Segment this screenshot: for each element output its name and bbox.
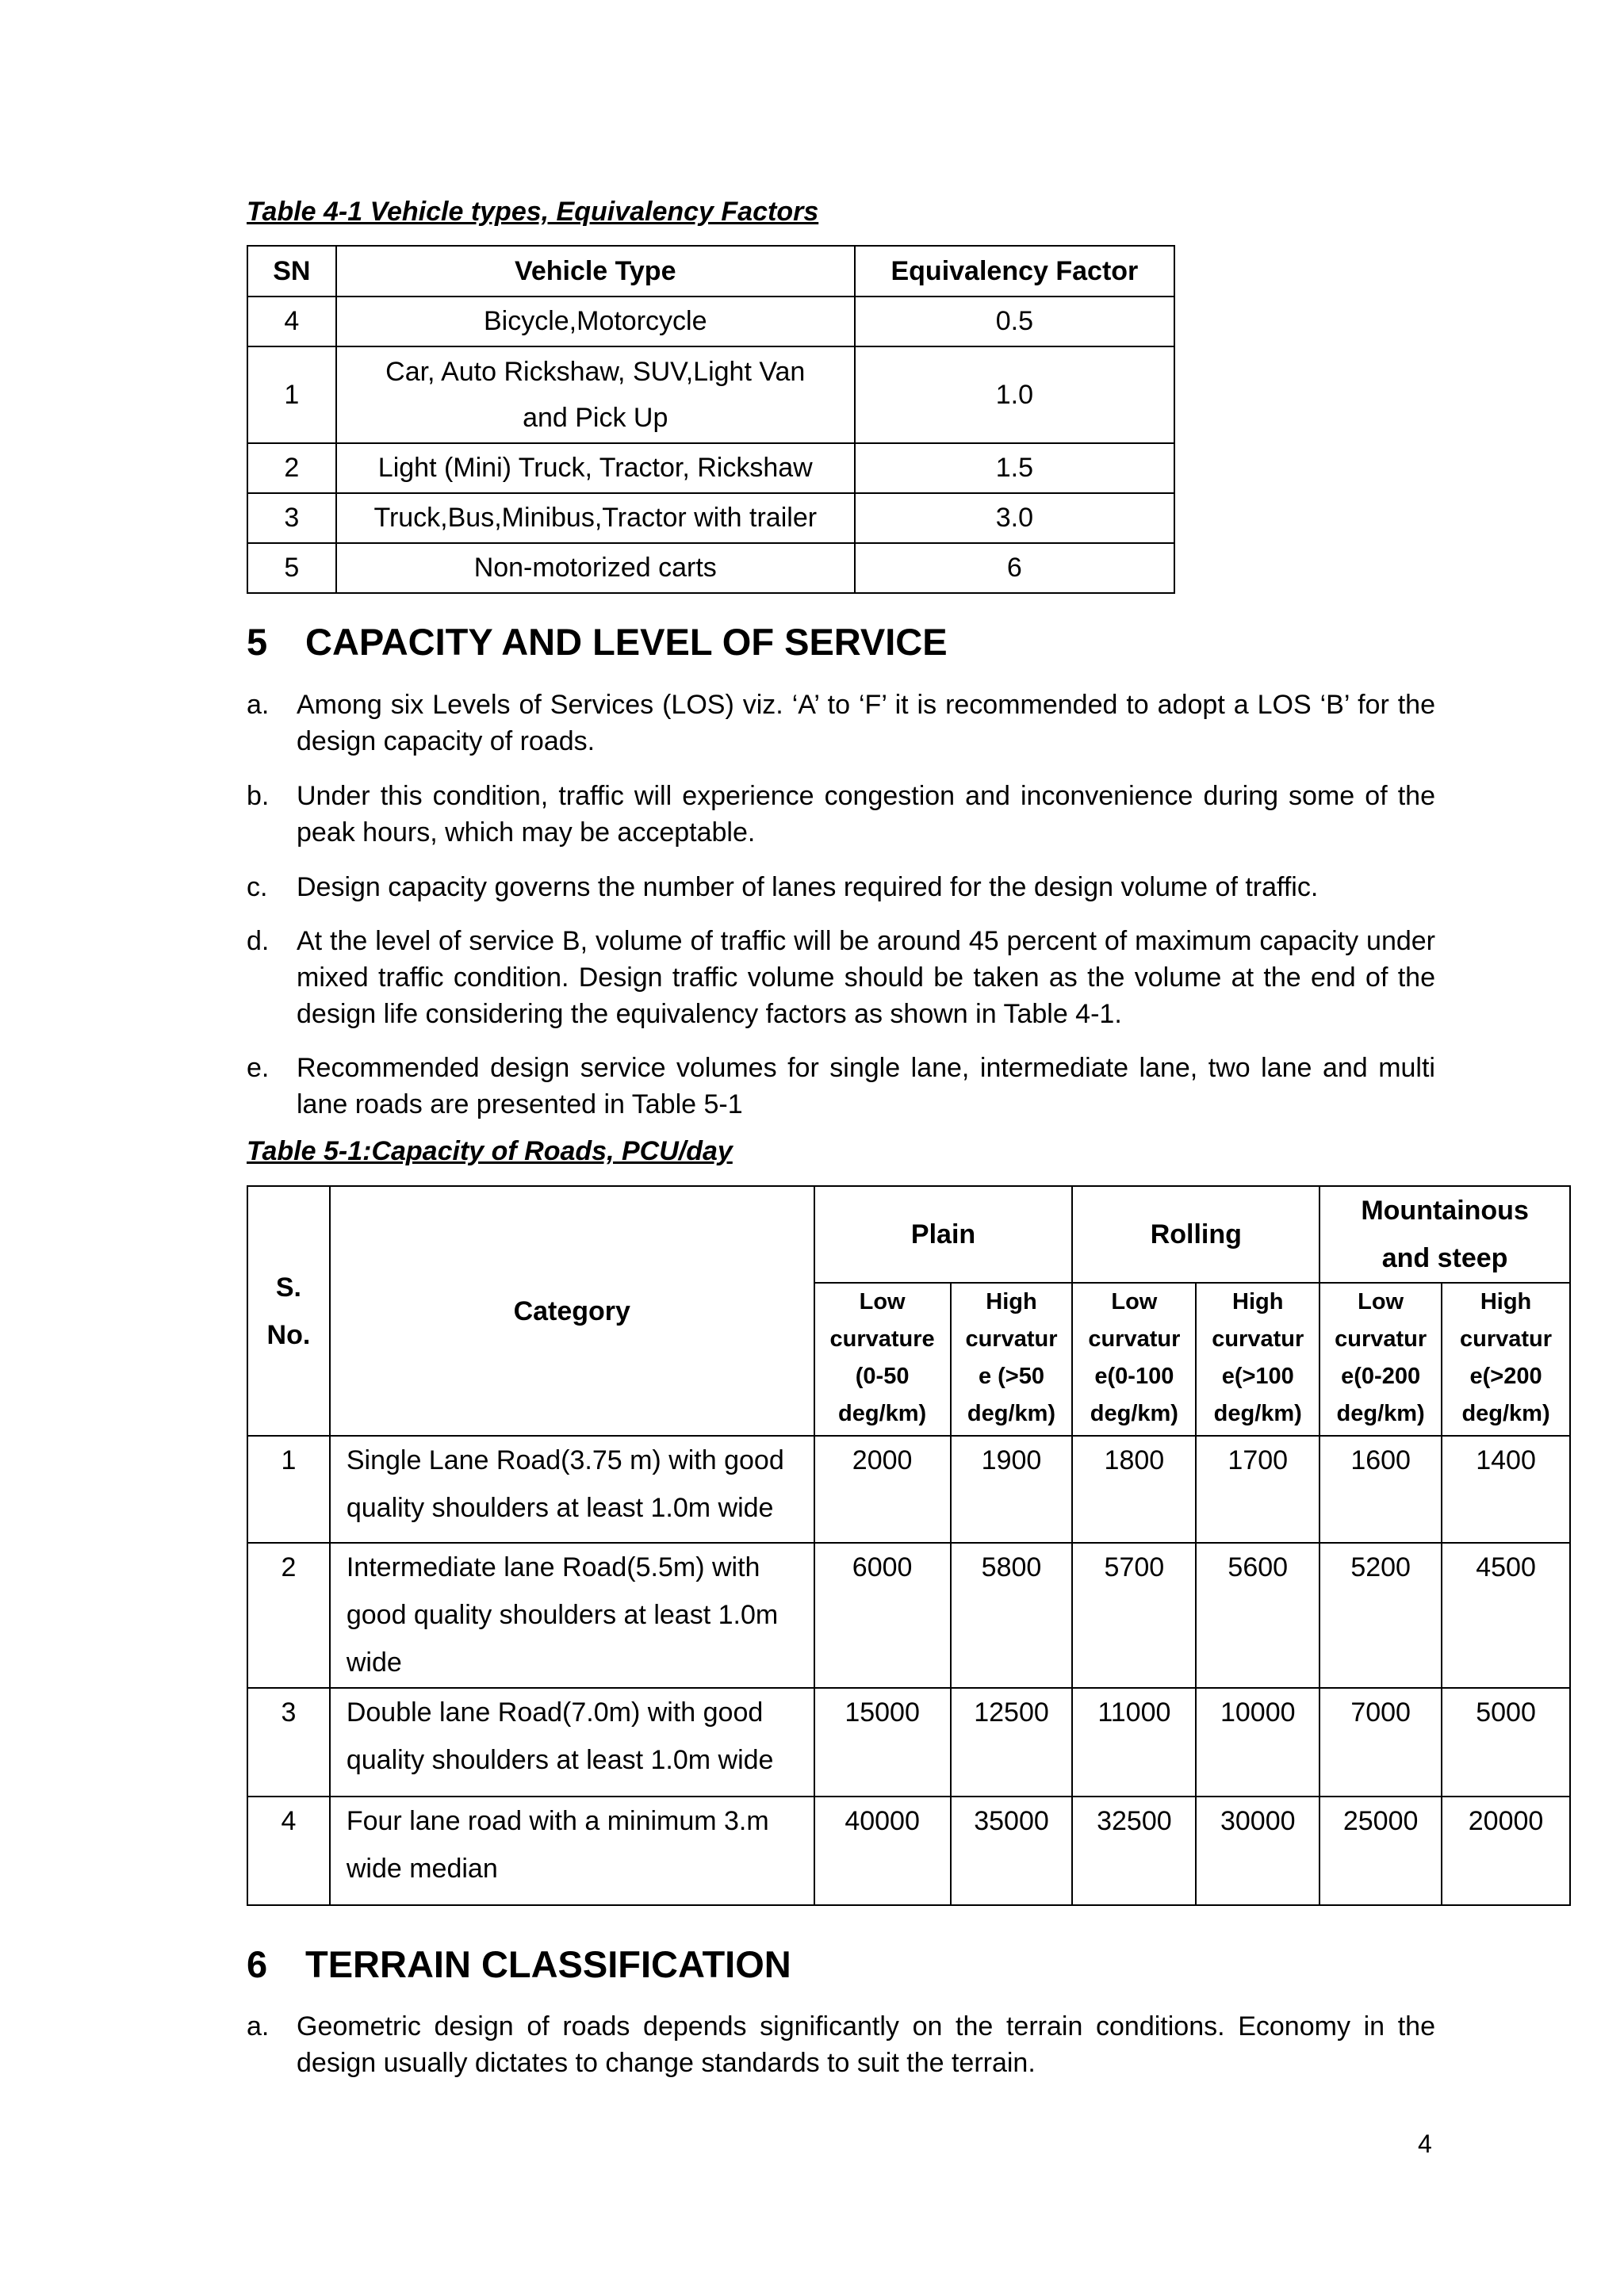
table41-caption: Table 4-1 Vehicle types, Equivalency Factors: [247, 197, 819, 227]
section5-title: CAPACITY AND LEVEL OF SERVICE: [305, 621, 948, 663]
cell-value: 32500: [1072, 1797, 1196, 1905]
list-item-label: e.: [247, 1053, 270, 1083]
cell-value: 5800: [951, 1543, 1073, 1688]
column-header-rolling-low: [1072, 1283, 1196, 1436]
header-line: e(>200: [1469, 1364, 1542, 1389]
list-item-label: d.: [247, 926, 270, 956]
column-header-vehicle-type: Vehicle Type: [336, 246, 855, 297]
cell-value: 5600: [1196, 1543, 1320, 1688]
cell-category-line: quality shoulders at least 1.0m wide: [346, 1493, 774, 1523]
header-line: e(0-200: [1341, 1364, 1421, 1389]
vehicle-types-table: [247, 245, 1175, 594]
header-line: e(>100: [1221, 1364, 1294, 1389]
header-line: deg/km): [838, 1401, 927, 1426]
table-row: [247, 1688, 1570, 1797]
cell-value: 40000: [814, 1797, 951, 1905]
section6-title: TERRAIN CLASSIFICATION: [305, 1943, 791, 1985]
cell-vehicle-type-line: Car, Auto Rickshaw, SUV,Light Van: [385, 357, 806, 387]
cell-sno: 2: [247, 1543, 330, 1688]
table-row: [247, 297, 1174, 346]
header-line: e(0-100: [1094, 1364, 1174, 1389]
cell-value: 20000: [1442, 1797, 1570, 1905]
cell-value: 1900: [951, 1436, 1073, 1543]
table-header-row: [247, 1186, 1570, 1283]
table51-caption: Table 5-1:Capacity of Roads, PCU/day: [247, 1136, 733, 1166]
section5-heading: [247, 620, 948, 664]
cell-value: 1400: [1442, 1436, 1570, 1543]
list-item-label: c.: [247, 872, 268, 902]
header-line: curvature: [829, 1326, 935, 1352]
header-line: Low: [1111, 1289, 1158, 1314]
list-item-label: b.: [247, 781, 270, 811]
cell-sn: 1: [247, 346, 336, 443]
cell-category: [330, 1543, 814, 1688]
cell-vehicle-type: [336, 346, 855, 443]
cell-category: [330, 1436, 814, 1543]
cell-category-line: Single Lane Road(3.75 m) with good: [346, 1445, 784, 1475]
header-line: curvatur: [1088, 1326, 1181, 1352]
cell-vehicle-type: Truck,Bus,Minibus,Tractor with trailer: [336, 493, 855, 543]
section6-number: 6: [247, 1943, 268, 1985]
cell-category: [330, 1688, 814, 1797]
road-capacity-table: [247, 1185, 1571, 1906]
header-line: High: [1480, 1289, 1532, 1314]
cell-category-line: good quality shoulders at least 1.0m: [346, 1600, 779, 1630]
list-item-text: Among six Levels of Services (LOS) viz. ‘A’ to ‘F’ it is recommended to adopt a LOS ‘B’ for the design capacity of roads.: [297, 690, 1435, 756]
cell-category-line: wide median: [346, 1854, 498, 1884]
cell-value: 10000: [1196, 1688, 1320, 1797]
cell-value: 1800: [1072, 1436, 1196, 1543]
list-item-text: Geometric design of roads depends significantly on the terrain conditions. Economy in the design usually dictates to change standards to suit the terrain.: [297, 2011, 1435, 2078]
section5-number: 5: [247, 621, 268, 663]
page-number: 4: [1418, 2130, 1432, 2158]
header-line: deg/km): [967, 1401, 1056, 1426]
group-header-rolling: Rolling: [1072, 1186, 1320, 1283]
cell-factor: 1.0: [855, 346, 1174, 443]
section6-heading: [247, 1942, 791, 1986]
cell-value: 35000: [951, 1797, 1073, 1905]
cell-sno: 4: [247, 1797, 330, 1905]
table-row: [247, 346, 1174, 443]
list-item-text: Under this condition, traffic will experience congestion and inconvenience during some of the peak hours, which may be acceptable.: [297, 781, 1435, 848]
cell-sn: 5: [247, 543, 336, 593]
cell-category-line: quality shoulders at least 1.0m wide: [346, 1745, 774, 1775]
cell-value: 7000: [1320, 1688, 1442, 1797]
group-header-plain: Plain: [814, 1186, 1073, 1283]
cell-value: 25000: [1320, 1797, 1442, 1905]
header-line: deg/km): [1090, 1401, 1178, 1426]
list-item: [247, 869, 1436, 905]
header-line: High: [1232, 1289, 1284, 1314]
cell-vehicle-type-line: and Pick Up: [523, 403, 668, 433]
cell-value: 5700: [1072, 1543, 1196, 1688]
cell-value: 1700: [1196, 1436, 1320, 1543]
cell-factor: 1.5: [855, 443, 1174, 493]
cell-sno: 1: [247, 1436, 330, 1543]
cell-factor: 6: [855, 543, 1174, 593]
column-header-plain-high: [951, 1283, 1073, 1436]
list-item-label: a.: [247, 690, 270, 720]
cell-sn: 4: [247, 297, 336, 346]
header-line: Low: [1358, 1289, 1404, 1314]
list-item: [247, 1050, 1436, 1123]
cell-value: 12500: [951, 1688, 1073, 1797]
cell-category-line: Double lane Road(7.0m) with good: [346, 1697, 764, 1728]
cell-vehicle-type: Non-motorized carts: [336, 543, 855, 593]
list-item-label: a.: [247, 2011, 270, 2042]
group-header-mountainous-line: and steep: [1381, 1243, 1508, 1273]
cell-vehicle-type: Bicycle,Motorcycle: [336, 297, 855, 346]
table-header-row: [247, 246, 1174, 297]
cell-category-line: wide: [346, 1647, 402, 1678]
cell-value: 4500: [1442, 1543, 1570, 1688]
table-row: [247, 493, 1174, 543]
group-header-mountainous: [1320, 1186, 1570, 1283]
cell-value: 1600: [1320, 1436, 1442, 1543]
list-item: [247, 2008, 1436, 2081]
header-line: Low: [859, 1289, 906, 1314]
group-header-mountainous-line: Mountainous: [1361, 1196, 1529, 1226]
cell-factor: 0.5: [855, 297, 1174, 346]
header-line: curvatur: [1460, 1326, 1553, 1352]
column-header-plain-low: [814, 1283, 951, 1436]
cell-sn: 2: [247, 443, 336, 493]
column-header-mountain-low: [1320, 1283, 1442, 1436]
header-line: curvatur: [965, 1326, 1058, 1352]
cell-value: 15000: [814, 1688, 951, 1797]
header-line: (0-50: [855, 1364, 910, 1389]
cell-vehicle-type: Light (Mini) Truck, Tractor, Rickshaw: [336, 443, 855, 493]
column-header-equivalency-factor: Equivalency Factor: [855, 246, 1174, 297]
column-header-sno-line: No.: [266, 1319, 311, 1350]
column-header-sno-line: S.: [275, 1272, 301, 1303]
column-header-category: Category: [330, 1186, 814, 1436]
header-line: deg/km): [1336, 1401, 1425, 1426]
cell-value: 2000: [814, 1436, 951, 1543]
cell-value: 5000: [1442, 1688, 1570, 1797]
table-row: [247, 543, 1174, 593]
header-line: deg/km): [1213, 1401, 1302, 1426]
column-header-sn: SN: [247, 246, 336, 297]
column-header-rolling-high: [1196, 1283, 1320, 1436]
table-row: [247, 1543, 1570, 1688]
list-item-text: At the level of service B, volume of traffic will be around 45 percent of maximum capacity under mixed traffic condition. Design traffic volume should be taken as the volume at the end of the design life considering the equivalency factors as shown in Table 4-1.: [297, 926, 1435, 1029]
cell-sno: 3: [247, 1688, 330, 1797]
table-row: [247, 443, 1174, 493]
header-line: High: [986, 1289, 1037, 1314]
cell-sn: 3: [247, 493, 336, 543]
column-header-sno: [247, 1186, 330, 1436]
column-header-mountain-high: [1442, 1283, 1570, 1436]
header-line: deg/km): [1461, 1401, 1550, 1426]
cell-value: 11000: [1072, 1688, 1196, 1797]
header-line: curvatur: [1212, 1326, 1304, 1352]
cell-value: 5200: [1320, 1543, 1442, 1688]
cell-value: 30000: [1196, 1797, 1320, 1905]
header-line: curvatur: [1335, 1326, 1427, 1352]
table-row: [247, 1436, 1570, 1543]
header-line: e (>50: [978, 1364, 1045, 1389]
list-item: [247, 923, 1436, 1032]
cell-value: 6000: [814, 1543, 951, 1688]
list-item-text: Design capacity governs the number of lanes required for the design volume of traffic.: [297, 872, 1319, 902]
list-item: [247, 687, 1436, 760]
list-item: [247, 778, 1436, 851]
cell-category-line: Four lane road with a minimum 3.m: [346, 1806, 769, 1836]
cell-category-line: Intermediate lane Road(5.5m) with: [346, 1552, 760, 1582]
list-item-text: Recommended design service volumes for single lane, intermediate lane, two lane and multi lane roads are presented in Table 5-1: [297, 1053, 1435, 1119]
cell-category: [330, 1797, 814, 1905]
cell-factor: 3.0: [855, 493, 1174, 543]
table-row: [247, 1797, 1570, 1905]
